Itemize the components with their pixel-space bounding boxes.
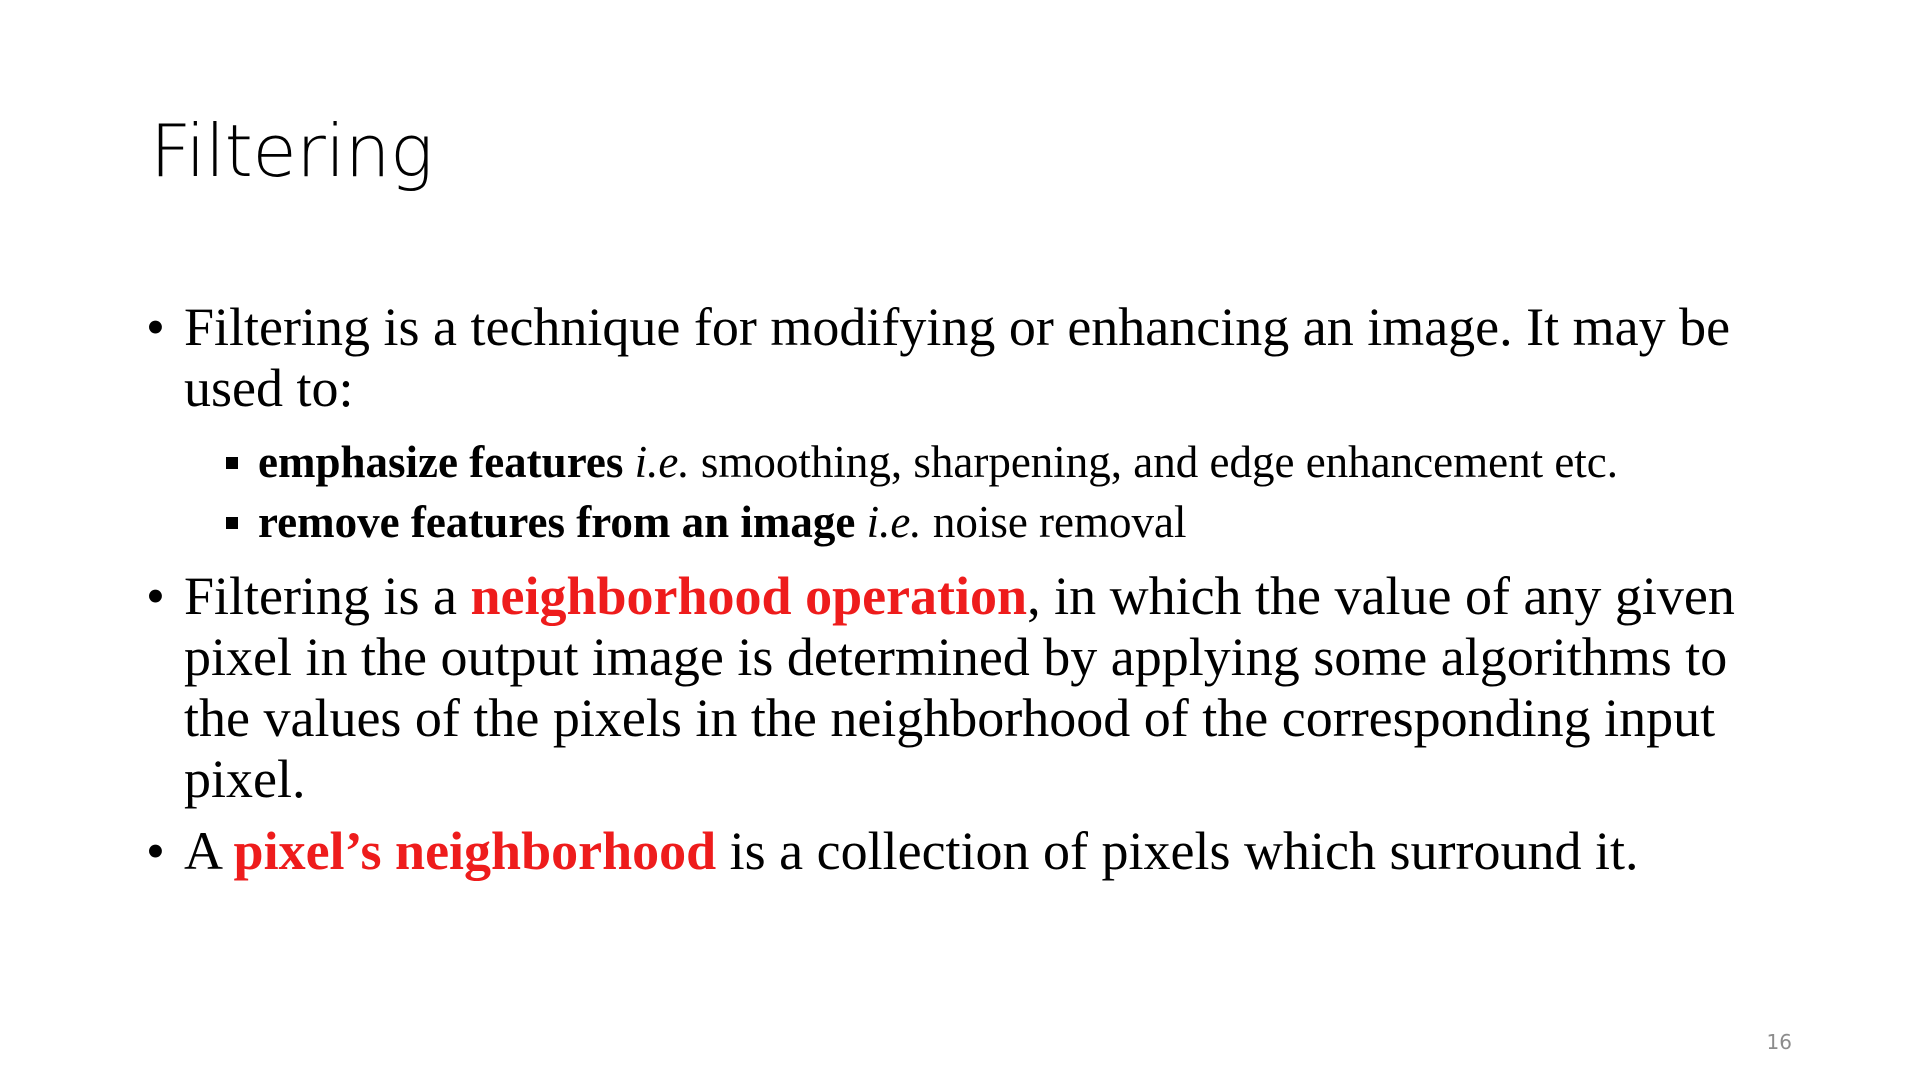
bullet-text-before: A xyxy=(184,821,221,881)
sub-bullet-item xyxy=(146,492,1786,552)
sub-bullet-italic: i.e. xyxy=(634,437,690,487)
page-number: 16 xyxy=(1766,1030,1792,1054)
bullet-text: Filtering is a technique for modifying or enhancing an image. It may be used to: xyxy=(184,297,1731,418)
sub-bullet-bold: remove features from an image xyxy=(258,497,856,547)
bullet-text-before: Filtering is a xyxy=(184,566,457,626)
square-bullet-icon xyxy=(226,517,238,529)
sub-bullet-italic: i.e. xyxy=(866,497,922,547)
bullet-text-after: is a collection of pixels which surround it. xyxy=(729,821,1639,881)
highlight-term: neighborhood operation xyxy=(470,566,1028,626)
sub-bullet-item xyxy=(146,432,1786,492)
slide-title: Filtering xyxy=(150,109,433,193)
sub-bullet-bold: emphasize features xyxy=(258,437,624,487)
bullet-dot: • xyxy=(146,566,165,626)
sub-bullet-text: smoothing, sharpening, and edge enhancement etc. xyxy=(700,437,1619,487)
bullet-item xyxy=(146,566,1786,810)
square-bullet-icon xyxy=(226,457,238,469)
bullet-dot: • xyxy=(146,297,165,357)
slide-content xyxy=(146,297,1786,893)
sub-bullet-list xyxy=(146,432,1786,552)
sub-bullet-text: noise removal xyxy=(932,497,1187,547)
bullet-item xyxy=(146,297,1786,419)
highlight-term: pixel’s neighborhood xyxy=(233,821,717,881)
bullet-dot: • xyxy=(146,821,165,881)
bullet-text-after: , in which the value of any given pixel in the output image is determined by applying some algorithms to the values of the pixels in the neighborhood of the corresponding input pixel. xyxy=(184,566,1735,809)
bullet-item xyxy=(146,821,1786,882)
